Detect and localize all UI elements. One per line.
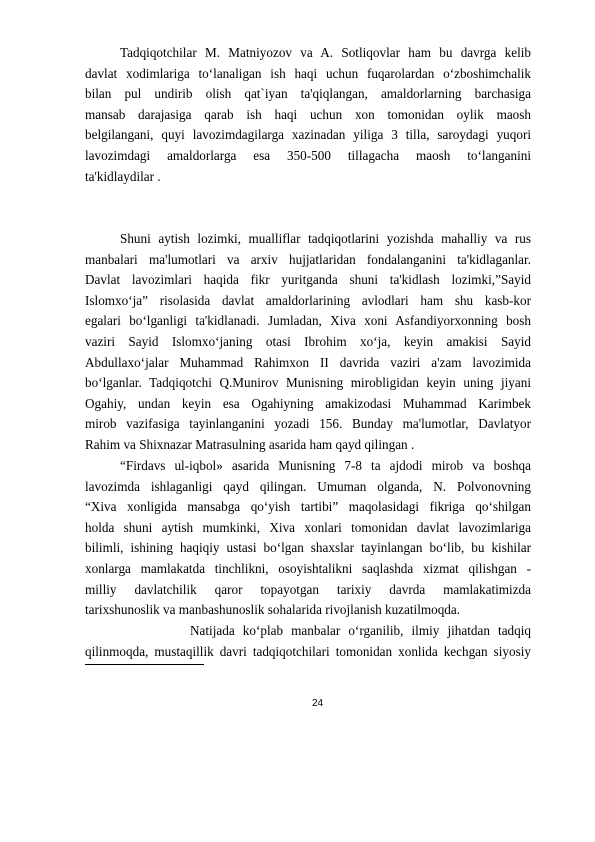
text-line: milliy davlatchilik qaror topayotgan tarixiy davrda mamlakatimizda	[85, 581, 531, 597]
text-line: mirob vazifasiga tayinlanganini yozadi 156. Bunday ma'lumotlar, Davlatyor	[85, 416, 531, 432]
page-number: 24	[312, 698, 324, 709]
text-line: lavozimda ishlaganligi qayd qilingan. Umuman olganda, N. Polvonovning	[85, 478, 531, 494]
text-line: Ogahiy, undan keyin esa Ogahiyning amakizodasi Muhammad Karimbek	[85, 395, 531, 411]
text-line: vaziri Sayid Islomxo‘janing otasi Ibrohim xo‘ja, keyin amakisi Sayid	[85, 333, 531, 349]
text-line: holda shuni aytish mumkinki, Xiva xonlari tomonidan davlat lavozimlariga	[85, 519, 531, 535]
text-line: Islomxo‘ja” risolasida davlat amaldorlarining avlodlari ham shu kasb-kor	[85, 292, 531, 308]
paragraph-4	[85, 621, 531, 662]
paragraph-2	[85, 229, 531, 456]
text-line: ta'kidlaydilar .	[85, 168, 161, 184]
text-line: mansab darajasiga qarab ish haqi uchun xon tomonidan oylik maosh	[85, 106, 531, 122]
text-line: bo‘lganlar. Tadqiqotchi Q.Munirov Munisning mirobligidan keyin uning jiyani	[85, 375, 531, 391]
footnote-separator	[85, 664, 204, 665]
text-line: Rahim va Shixnazar Matrasulning asarida ham qayd qilingan .	[85, 436, 415, 452]
text-line: Shuni aytish lozimki, mualliflar tadqiqotlarini yozishda mahalliy va rus	[120, 231, 531, 246]
text-line: egalari bo‘lganligi ta'kidlanadi. Jumladan, Xiva xoni Asfandiyorxonning bosh	[85, 313, 531, 329]
text-line: xonlarga mamlakatda tinchlikni, osoyishtalikni saqlashda xizmat qilishgan -	[85, 560, 531, 576]
text-line: Davlat lavozimlari haqida fikr yuritganda shuni ta'kidlash lozimki,”Sayid	[85, 272, 531, 288]
text-line: “Firdavs ul-iqbol» asarida Munisning 7-8 ta ajdodi mirob va boshqa	[120, 458, 531, 473]
text-line: tarixshunoslik va manbashunoslik sohalarida rivojlanish kuzatilmoqda.	[85, 602, 461, 618]
text-line: “Xiva xonligida mansabga qo‘yish tartibi” maqolasidagi fikriga qo‘shilgan	[85, 499, 531, 515]
paragraph-3	[85, 456, 531, 621]
text-line: Tadqiqotchilar M. Matniyozov va A. Sotliqovlar ham bu davrga kelib	[120, 45, 531, 60]
text-line: qilinmoqda, mustaqillik davri tadqiqotchilari tomonidan xonlida kechgan siyosiy	[85, 643, 531, 659]
text-line: Abdullaxo‘jalar Muhammad Rahimxon II davrida vaziri a'zam lavozimida	[85, 354, 531, 370]
text-line: belgilangani, quyi lavozimdagilarga xazinadan yiliga 3 tilla, saroydagi yuqori	[85, 127, 531, 143]
text-line: davlat xodimlariga to‘lanaligan ish haqi uchun fuqarolardan o‘zboshimchalik	[85, 65, 531, 81]
text-line: manbalari ma'lumotlari va arxiv hujjatlaridan fondalanganini ta'kidlaganlar.	[85, 251, 531, 267]
paragraph-1	[85, 43, 531, 187]
text-line: bilan pul undirib olish qat`iyan ta'qiqlangan, amaldorlarning barchasiga	[85, 86, 531, 102]
text-line: Natijada ko‘plab manbalar o‘rganilib, ilmiy jihatdan tadqiq	[190, 623, 531, 638]
text-line: bilimli, ishining haqiqiy ustasi bo‘lgan shaxslar tayinlangan bo‘lib, bu kishilar	[85, 540, 531, 556]
text-line: lavozimdagi amaldorlarga esa 350-500 tillagacha maosh to‘langanini	[85, 147, 531, 163]
